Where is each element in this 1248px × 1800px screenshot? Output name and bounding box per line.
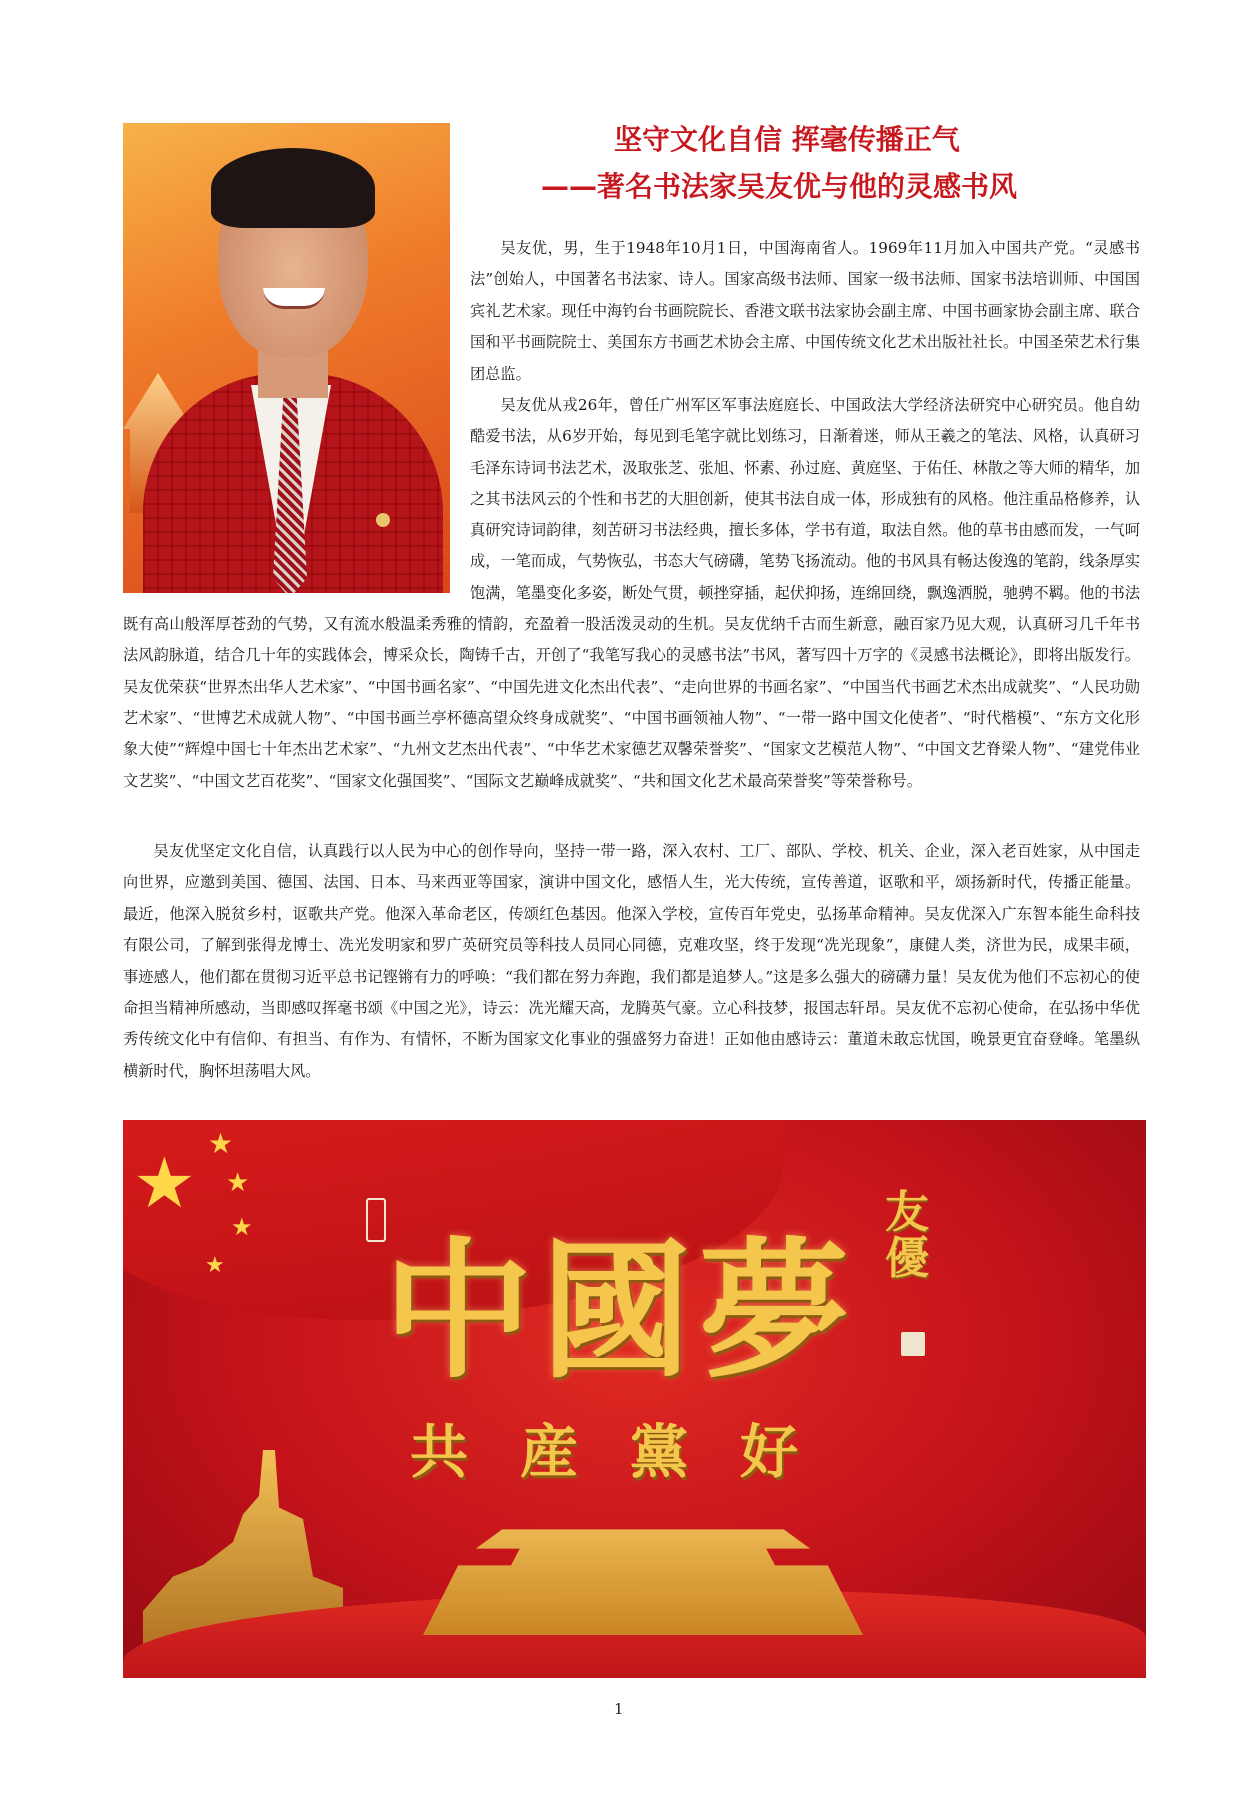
- banner-signature: 友優: [885, 1187, 929, 1284]
- page-number: 1: [614, 1700, 624, 1718]
- banner-slogan: 共産黨好: [410, 1418, 851, 1486]
- article-title-line1: 坚守文化自信 挥毫传播正气: [614, 123, 960, 156]
- flag-big-star-icon: ★: [133, 1142, 196, 1224]
- banner-calligraphy: 中國夢: [383, 1223, 858, 1399]
- seal-stamp-right: [901, 1332, 925, 1356]
- china-dream-banner-image: [123, 1120, 1146, 1678]
- flag-small-star-icon: ★: [226, 1168, 250, 1198]
- flag-small-star-icon: ★: [208, 1127, 234, 1160]
- article-title-line2: ——著名书法家吴友优与他的灵感书风: [541, 170, 1018, 203]
- paragraph-biography: 吴友优，男，生于1948年10月1日，中国海南省人。1969年11月加入中国共产党。“灵感书法”创始人，中国著名书法家、诗人。国家高级书法师、国家一级书法师、国家书法培训师、中国国宾礼艺术家。现任中海钓台书画院院长、香港文联书法家协会副主席、中国书画家协会副主席、联合国和平书画院院士、美国东方书画艺术协会主席、中国传统文化艺术出版社社长。中国圣荣艺术行集团总监。: [470, 239, 1140, 383]
- hair: [211, 148, 375, 228]
- paragraph-career-block: [123, 390, 1140, 797]
- portrait-wrap-spacer: [123, 390, 470, 600]
- tiananmen-gate-silhouette: [423, 1515, 863, 1635]
- paragraph-activities: 吴友优坚定文化自信，认真践行以人民为中心的创作导向，坚持一带一路，深入农村、工厂、部队、学校、机关、企业，深入老百姓家，从中国走向世界，应邀到美国、德国、法国、日本、马来西亚等国家，演讲中国文化，感悟人生，光大传统，宣传善道，讴歌和平，颂扬新时代，传播正能量。最近，他深入脱贫乡村，讴歌共产党。他深入革命老区，传颂红色基因。他深入学校，宣传百年党史，弘扬革命精神。吴友优深入广东智本能生命科技有限公司，了解到张得龙博士、冼光发明家和罗广英研究员等科技人员同心同德，克难攻坚，终于发现“冼光现象”，康健人类，济世为民，成果丰硕，事迹感人，他们都在贯彻习近平总书记铿锵有力的呼唤：“我们都在努力奔跑，我们都是追梦人。”这是多么强大的磅礴力量！吴友优为他们不忘初心的使命担当精神所感动，当即感叹挥毫书颂《中国之光》，诗云：冼光耀天高，龙腾英气豪。立心科技梦，报国志轩昂。吴友优不忘初心使命，在弘扬中华优秀传统文化中有信仰、有担当、有作为、有情怀，不断为国家文化事业的强盛努力奋进！正如他由感诗云：董道未敢忘忧国，晚景更宜奋登峰。笔墨纵横新时代，胸怀坦荡唱大风。: [123, 842, 1140, 1080]
- flag-small-star-icon: ★: [205, 1253, 225, 1278]
- paragraph-career: 吴友优从戎26年，曾任广州军区军事法庭庭长、中国政法大学经济法研究中心研究员。他自幼酷爱书法，从6岁开始，每见到毛笔字就比划练习，日渐着迷，师从王羲之的笔法、风格，认真研习毛泽东诗词书法艺术，汲取张芝、张旭、怀素、孙过庭、黄庭坚、于佑任、林散之等大师的精华，加之其书法风云的个性和书艺的大胆创新，使其书法自成一体，形成独有的风格。他注重品格修养，认真研究诗词韵律，刻苦研习书法经典，擅长多体，学书有道，取法自然。他的草书由感而发，一气呵成，一笔而成，气势恢弘，书态大气磅礴，笔势飞扬流动。他的书风具有畅达俊逸的笔韵，线条厚实饱满，笔墨变化多姿，断处气贯，顿挫穿插，起伏抑扬，连绵回绕，飘逸洒脱，驰骋不羁。他的书法既有高山般浑厚苍劲的气势，又有流水般温柔秀雅的情韵，充盈着一股活泼灵动的生机。吴友优纳千古而生新意，融百家乃见大观，认真研习几千年书法风韵脉道，结合几十年的实践体会，博采众长，陶铸千古，开创了“我笔写我心的灵感书法”书风，著写四十万字的《灵感书法概论》，即将出版发行。吴友优荣获“世界杰出华人艺术家”、“中国书画名家”、“中国先进文化杰出代表”、“走向世界的书画名家”、“中国当代书画艺术杰出成就奖”、“人民功勋艺术家”、“世博艺术成就人物”、“中国书画兰亭杯德高望众终身成就奖”、“中国书画领袖人物”、“一带一路中国文化使者”、“时代楷模”、“东方文化形象大使”“辉煌中国七十年杰出艺术家”、“九州文艺杰出代表”、“中华艺术家德艺双馨荣誉奖”、“国家文艺模范人物”、“中国文艺脊梁人物”、“建党伟业文艺奖”、“中国文艺百花奖”、“国家文化强国奖”、“国际文艺巅峰成就奖”、“共和国文化艺术最高荣誉奖”等荣誉称号。: [123, 396, 1140, 790]
- flag-small-star-icon: ★: [231, 1213, 253, 1241]
